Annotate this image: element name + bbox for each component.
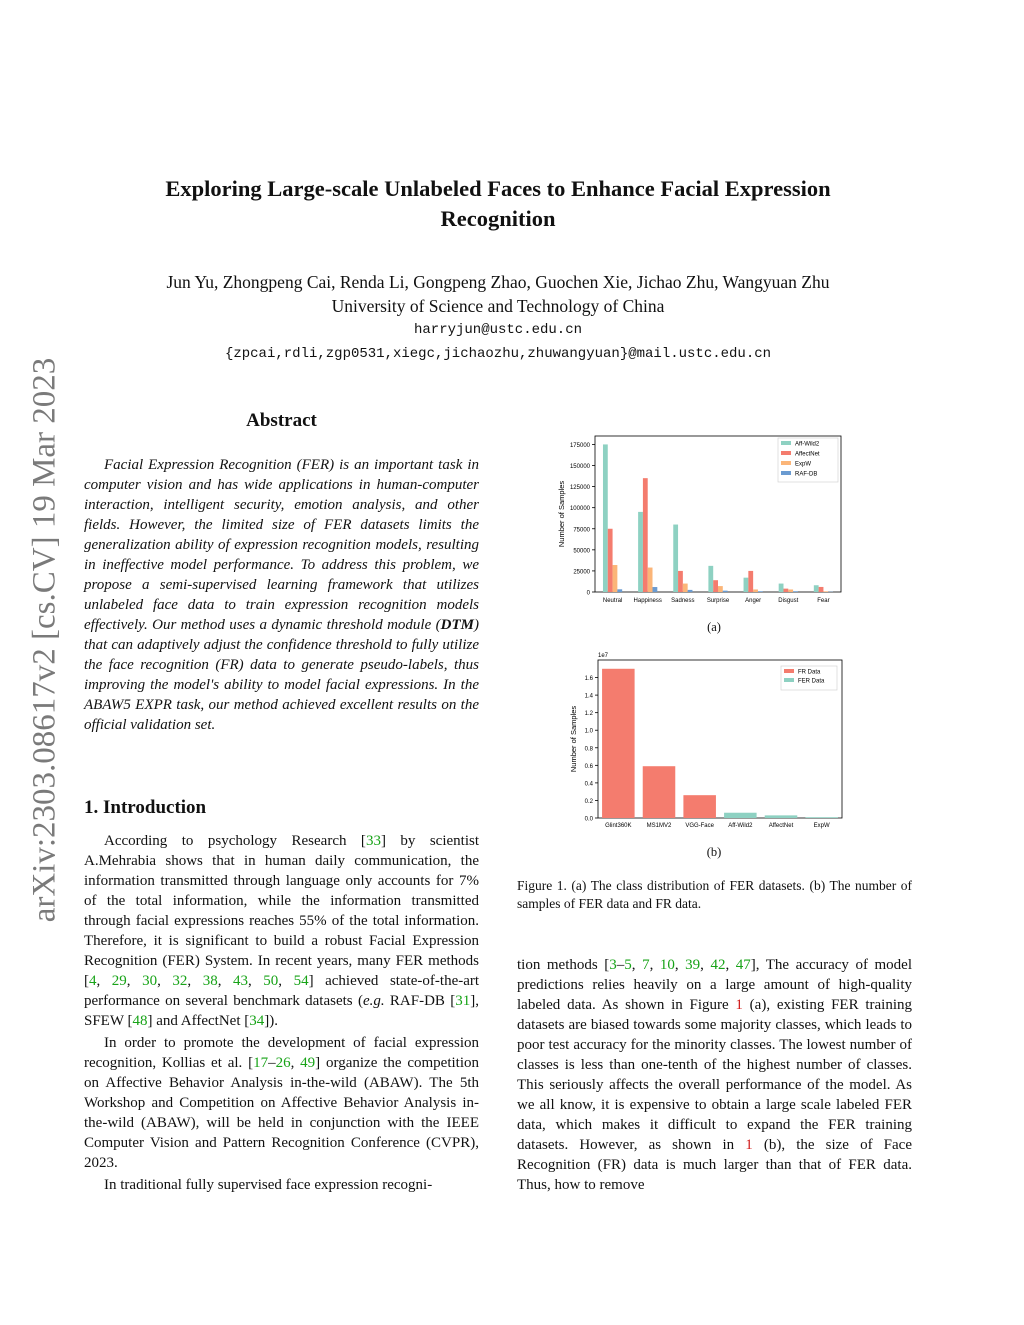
bar	[724, 813, 757, 818]
y-tick-label: 1.4	[584, 693, 593, 700]
x-tick-label: Happiness	[633, 598, 662, 604]
right-column-body	[517, 955, 912, 1195]
y-tick-label: 125000	[569, 485, 590, 492]
citation[interactable]: 54	[293, 973, 309, 989]
citation[interactable]: 32	[172, 973, 188, 989]
bar	[653, 587, 658, 592]
bar	[744, 578, 749, 592]
bar	[643, 478, 648, 592]
legend-swatch	[784, 678, 794, 682]
paper-title	[80, 174, 916, 234]
citation[interactable]: 43	[232, 973, 248, 989]
bar	[713, 580, 718, 592]
x-tick-label: Glint360K	[605, 823, 632, 829]
y-tick-label: 175000	[569, 442, 590, 449]
legend-label: RAF-DB	[795, 471, 818, 478]
legend-swatch	[781, 471, 791, 475]
y-tick-label: 0.8	[584, 746, 593, 753]
figure-ref[interactable]: 1	[735, 997, 743, 1013]
citation[interactable]: 48	[132, 1013, 148, 1029]
intro-body	[84, 831, 479, 1197]
x-tick-label: VGG-Face	[685, 823, 715, 829]
email-1: harryjun@ustc.edu.cn	[413, 322, 583, 338]
bar	[823, 591, 828, 592]
bar	[708, 566, 713, 592]
y-tick-label: 25000	[573, 569, 590, 576]
y-tick-label: 0.4	[584, 781, 593, 788]
y-tick-label: 1.0	[584, 728, 593, 735]
bar	[793, 591, 798, 592]
bar	[783, 589, 788, 592]
figure-ref[interactable]: 1	[745, 1137, 753, 1153]
y-tick-label: 150000	[569, 464, 590, 471]
citation[interactable]: 4	[89, 973, 97, 989]
x-tick-label: Neutral	[602, 598, 623, 604]
bar	[814, 585, 819, 592]
citation[interactable]: 38	[202, 973, 218, 989]
intro-paragraph-1: According to psychology Research [33] by scientist A.Mehrabia shows that in human daily communication, the information transmitted through language only accounts for 7% of the total information, while the information transmitted through facial expressions reaches 55% of the total information. Therefore, it is significant to build a robust Facial Expression Recognition (FER) System. In recent years, many FER methods [4, 29, 30, 32, 38, 43, 50, 54] achieved state-of-the-art performance on several benchmark datasets (e.g. RAF-DB [31], SFEW [48] and AffectNet [34]).	[84, 833, 480, 1029]
x-tick-label: Disgust	[778, 598, 799, 604]
y-tick-label: 100000	[569, 506, 590, 513]
citation[interactable]: 31	[455, 993, 471, 1009]
title-line-2: Recognition	[440, 206, 556, 231]
abstract-heading: Abstract	[246, 410, 317, 431]
citation[interactable]: 3	[609, 957, 617, 973]
legend-label: FER Data	[798, 678, 825, 685]
bar	[723, 591, 728, 592]
arxiv-stamp	[10, 340, 80, 940]
citation[interactable]: 39	[685, 957, 701, 973]
chart-fer-vs-fr-samples	[558, 648, 848, 833]
legend-label: FR Data	[798, 669, 821, 676]
bar	[779, 584, 784, 592]
subfigure-label-a: (a)	[707, 620, 721, 634]
bar	[638, 512, 643, 592]
citation[interactable]: 50	[263, 973, 279, 989]
citation[interactable]: 17	[253, 1055, 269, 1071]
bar	[819, 587, 824, 592]
bar	[648, 568, 653, 592]
bar	[683, 584, 688, 592]
intro-paragraph-3: In traditional fully supervised face expression recogni-	[104, 1177, 433, 1193]
intro-paragraph-2: In order to promote the development of facial expression recognition, Kollias et al. [17–26, 49] organize the competition on Affective Behavior Analysis in-the-wild (ABAW). The 5th Workshop and Competition on Affective Behavior Analysis in-the-wild (ABAW), will be held in conjunction with the IEEE Computer Vision and Pattern Recognition Conference (CVPR), 2023.	[84, 1035, 479, 1171]
y-tick-label: 75000	[573, 527, 590, 534]
citation[interactable]: 30	[142, 973, 158, 989]
bar	[613, 565, 618, 592]
legend-swatch	[781, 451, 791, 455]
authors: Jun Yu, Zhongpeng Cai, Renda Li, Gongpeng Zhao, Guochen Xie, Jichao Zhu, Wangyuan Zhu	[166, 272, 830, 292]
citation[interactable]: 49	[300, 1055, 316, 1071]
x-tick-label: ExpW	[813, 823, 830, 829]
title-line-1: Exploring Large-scale Unlabeled Faces to Enhance Facial Expression	[165, 176, 831, 201]
citation[interactable]: 26	[275, 1055, 291, 1071]
x-tick-label: Aff-Wild2	[728, 823, 753, 829]
legend-label: AffectNet	[795, 451, 820, 458]
y-tick-label: 1.2	[584, 711, 593, 718]
bar	[688, 590, 693, 592]
x-tick-label: AffectNet	[768, 823, 794, 829]
bar	[748, 571, 753, 592]
citation[interactable]: 34	[249, 1013, 265, 1029]
chart-fer-class-distribution	[545, 428, 845, 608]
y-axis-label: Number of Samples	[557, 480, 566, 548]
legend-label: Aff-Wild2	[795, 441, 820, 448]
legend-swatch	[781, 461, 791, 465]
x-tick-label: Anger	[745, 598, 762, 604]
bar	[758, 591, 763, 592]
y-tick-label: 1.6	[584, 676, 593, 683]
y-tick-label: 0.0	[584, 816, 593, 823]
bar	[608, 529, 613, 592]
bar	[602, 669, 635, 818]
bar	[718, 586, 723, 592]
bar	[788, 589, 793, 592]
right-paragraph: tion methods [3–5, 7, 10, 39, 42, 47], The accuracy of model predictions relies heavily on a large amount of high-quality labeled data. As shown in Figure 1 (a), existing FER training datasets are biased towards some majority classes, which leads to poor test accuracy for the minority classes. The lowest number of classes is less than one-tenth of the highest number of classes. This seriously affects the overall performance of the model. As we all know, it is expensive to obtain a large scale labeled FER data, which makes it difficult to expand the FER training datasets. However, as shown in 1 (b), the size of Face Recognition (FR) data is much larger than that of FER data. Thus, how to remove	[517, 957, 913, 1193]
bar	[805, 817, 838, 818]
legend-swatch	[784, 669, 794, 673]
bar	[753, 589, 758, 592]
subfigure-label-b: (b)	[706, 845, 722, 859]
bar	[765, 815, 798, 818]
affiliation: University of Science and Technology of China	[331, 296, 665, 316]
legend-label: ExpW	[795, 461, 812, 468]
x-tick-label: Surprise	[706, 598, 730, 604]
y-tick-label: 0.2	[584, 798, 593, 805]
x-tick-label: MS1MV2	[646, 823, 672, 829]
scale-label: 1e7	[598, 653, 609, 659]
x-tick-label: Fear	[817, 598, 830, 604]
bar	[673, 525, 678, 592]
intro-heading: 1. Introduction	[84, 797, 207, 818]
bar	[683, 795, 716, 818]
dtm-term: DTM	[440, 617, 474, 633]
abstract-body	[84, 455, 479, 735]
bar	[603, 444, 608, 592]
bar	[678, 571, 683, 592]
abstract-paragraph: Facial Expression Recognition (FER) is an important task in computer vision and has wide applications in human-computer interaction, intelligent security, emotion analysis, and other fields. However, the limited size of FER datasets limits the generalization ability of expression recognition models, resulting in ineffective model performance. To address this problem, we propose a semi-supervised learning framework that utilizes unlabeled face data to train expression recognition models effectively. Our method uses a dynamic threshold module (DTM) that can adaptively adjust the confidence threshold to fully utilize the face recognition (FR) data to generate pseudo-labels, thus improving the model's ability to model facial expressions. In the ABAW5 EXPR task, our method achieved excellent results on the official validation set.	[84, 457, 479, 733]
citation[interactable]: 5	[624, 957, 632, 973]
y-tick-label: 0.6	[584, 763, 593, 770]
citation[interactable]: 7	[642, 957, 650, 973]
y-tick-label: 0	[586, 590, 590, 597]
y-axis-label: Number of Samples	[569, 705, 578, 773]
y-tick-label: 50000	[573, 548, 590, 555]
arxiv-id: arXiv:2303.08617v2 [cs.CV] 19 Mar 2023	[26, 357, 63, 923]
email-2: {zpcai,rdli,zgp0531,xiegc,jichaozhu,zhuwangyuan}@mail.ustc.edu.cn	[224, 346, 772, 362]
author-block	[80, 270, 916, 318]
citation[interactable]: 10	[659, 957, 675, 973]
legend-swatch	[781, 441, 791, 445]
citation[interactable]: 33	[365, 833, 381, 849]
citation[interactable]: 29	[111, 973, 127, 989]
citation[interactable]: 47	[735, 957, 751, 973]
citation[interactable]: 42	[710, 957, 726, 973]
x-tick-label: Sadness	[671, 598, 695, 604]
figure-caption: Figure 1. (a) The class distribution of FER datasets. (b) The number of samples of FER data and FR data.	[517, 878, 912, 911]
bar	[617, 589, 622, 592]
bar	[643, 766, 676, 818]
